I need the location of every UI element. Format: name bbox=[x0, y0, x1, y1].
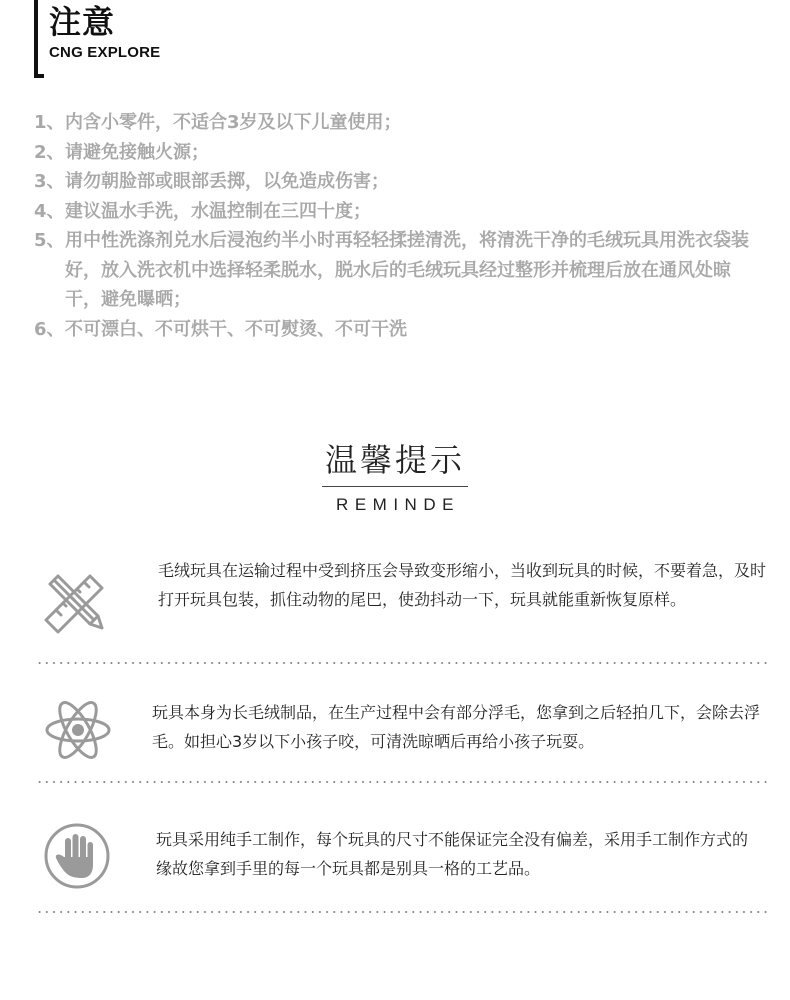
notice-item bbox=[34, 226, 764, 315]
dotted-divider bbox=[36, 662, 770, 664]
reminder-title-underline bbox=[322, 486, 468, 487]
notice-item-text: 不可漂白、不可烘干、不可熨烫、不可干洗 bbox=[65, 318, 407, 340]
notice-item-number: 2、 bbox=[34, 141, 65, 163]
notice-item-text: 请勿朝脸部或眼部丢掷，以免造成伤害； bbox=[65, 171, 389, 192]
notice-item bbox=[34, 108, 764, 138]
tip-text: 毛绒玩具在运输过程中受到挤压会导致变形缩小，当收到玩具的时候，不要着急，及时打开玩具包装，抓住动物的尾巴，使劲抖动一下，玩具就能重新恢复原样。 bbox=[158, 561, 767, 609]
notice-item-number: 1、 bbox=[34, 112, 65, 133]
notice-item-number: 3、 bbox=[34, 171, 65, 192]
notice-list bbox=[34, 108, 764, 344]
notice-item bbox=[34, 197, 764, 227]
atom-icon bbox=[38, 690, 118, 770]
notice-header bbox=[34, 0, 174, 80]
dotted-divider bbox=[36, 911, 770, 913]
header-bracket-decoration bbox=[34, 0, 44, 78]
notice-item bbox=[34, 167, 764, 197]
notice-title: 注意 bbox=[49, 3, 116, 41]
tip-text: 玩具本身为长毛绒制品，在生产过程中会有部分浮毛，您拿到之后轻拍几下，会除去浮毛。如担心3岁以下小孩子咬，可清洗晾晒后再给小孩子玩耍。 bbox=[152, 703, 761, 751]
notice-item-number: 5、 bbox=[34, 230, 65, 251]
pencil-ruler-icon bbox=[36, 562, 116, 642]
hand-stop-icon bbox=[42, 821, 122, 901]
reminder-heading bbox=[0, 438, 790, 515]
notice-item bbox=[34, 138, 764, 168]
reminder-title: 温馨提示 bbox=[324, 441, 465, 479]
notice-item bbox=[34, 315, 764, 345]
notice-item-number: 6、 bbox=[34, 318, 65, 340]
dotted-divider bbox=[36, 781, 770, 783]
reminder-subtitle: REMINDE bbox=[336, 495, 460, 514]
notice-item-text: 内含小零件，不适合3岁及以下儿童使用； bbox=[65, 112, 402, 133]
notice-subtitle: CNG EXPLORE bbox=[49, 44, 161, 61]
notice-item-number: 4、 bbox=[34, 200, 65, 222]
notice-item-text: 建议温水手洗，水温控制在三四十度； bbox=[65, 200, 371, 222]
tip-text: 玩具采用纯手工制作，每个玩具的尺寸不能保证完全没有偏差，采用手工制作方式的缘故您拿到手里的每一个玩具都是别具一格的工艺品。 bbox=[156, 830, 749, 878]
notice-item-text: 用中性洗涤剂兑水后浸泡约半小时再轻轻揉搓清洗，将清洗干净的毛绒玩具用洗衣袋装好，放入洗衣机中选择轻柔脱水，脱水后的毛绒玩具经过整形并梳理后放在通风处晾干，避免曝晒； bbox=[65, 230, 749, 310]
notice-item-text: 请避免接触火源； bbox=[65, 141, 209, 163]
